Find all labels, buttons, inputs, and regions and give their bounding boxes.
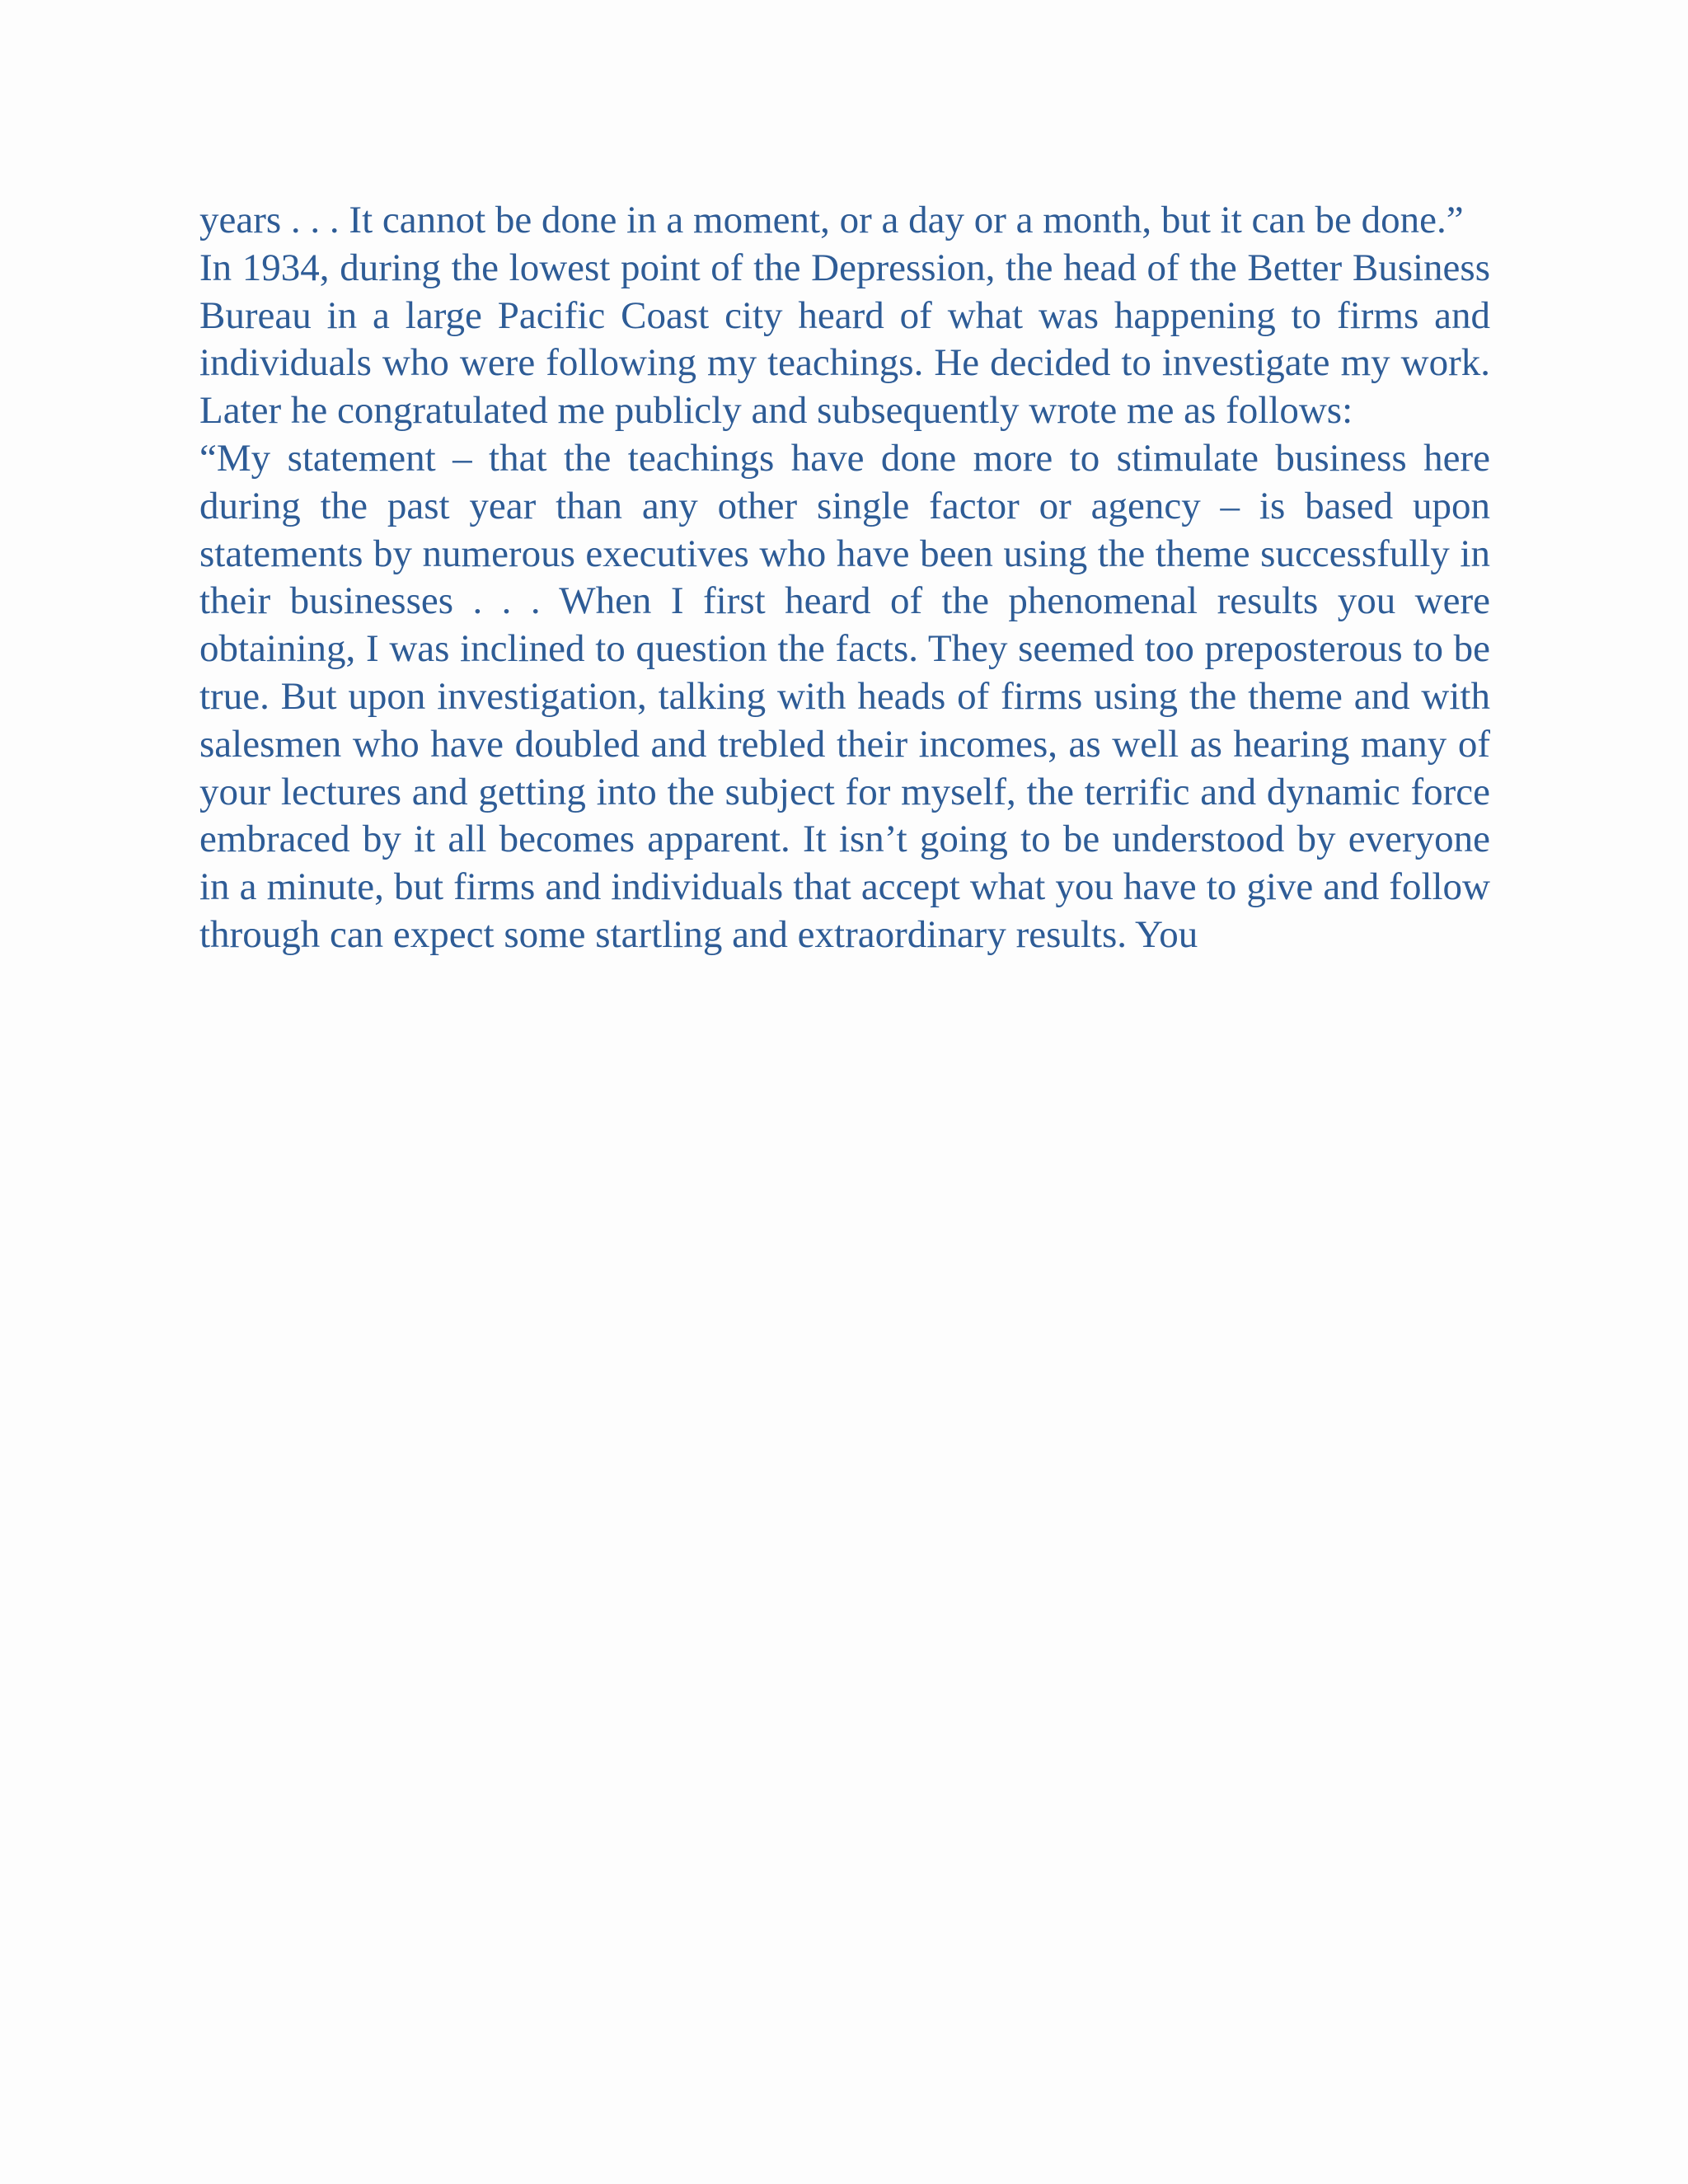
paragraph-1934-account: In 1934, during the lowest point of the Depression, the head of the Better Business Bureau in a large Pacific Coast city heard of what was happening to firms and individuals who were following my teachings. He decided to investigate my work. Later he congratulated me publicly and subsequently wrote me as follows: [199,246,1490,433]
document-body [199,197,1490,959]
paragraph-continuation: years . . . It cannot be done in a moment, or a day or a month, but it can be done.” [199,199,1464,241]
paragraph-quoted-letter: “My statement – that the teachings have done more to stimulate business here during the past year than any other single factor or agency – is based upon statements by numerous executives who have been using the theme successfully in their businesses . . . When I first heard of the phenomenal results you were obtaining, I was inclined to question the facts. They seemed too preposterous to be true. But upon investigation, talking with heads of firms using the theme and with salesmen who have doubled and trebled their incomes, as well as hearing many of your lectures and getting into the subject for myself, the terrific and dynamic force embraced by it all becomes apparent. It isn’t going to be understood by everyone in a minute, but firms and individuals that accept what you have to give and follow through can expect some startling and extraordinary results. You [199,436,1490,956]
